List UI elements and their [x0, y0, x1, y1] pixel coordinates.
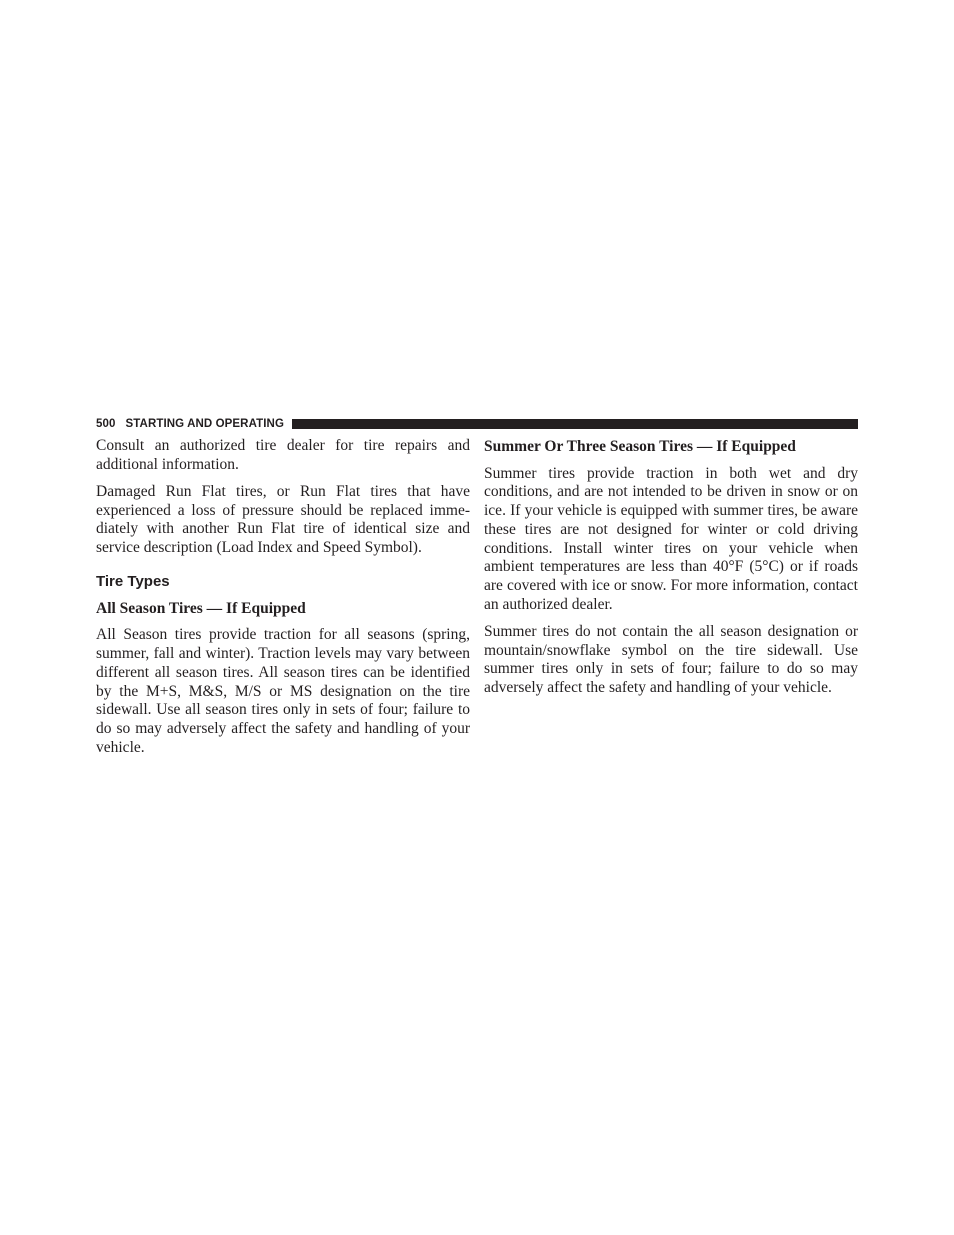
- paragraph-summer-designation: Summer tires do not contain the all season designation or mountain/snowflake symbol on the tire sidewall. Use summer tires only in sets of four; failure to do so may adversely affect the safety and handling of your vehicle.: [484, 622, 858, 696]
- page-number: 500: [96, 418, 116, 430]
- heading-tire-types: Tire Types: [96, 572, 170, 590]
- paragraph-run-flat: Damaged Run Flat tires, or Run Flat tires that have experienced a loss of pressure should be replaced immediately with another Run Flat tire of identical size and service description (Load Index and Speed Symbol).: [96, 482, 470, 557]
- right-column: [484, 437, 858, 706]
- subheading-all-season: All Season Tires — If Equipped: [96, 599, 306, 617]
- subheading-summer: Summer Or Three Season Tires — If Equipped: [484, 438, 796, 455]
- header-rule: [292, 419, 858, 429]
- paragraph-summer-traction: Summer tires provide traction in both wet and dry conditions, and are not intended to be driven in snow or on ice. If your vehicle is equipped with summer tires, be aware these tires are not designed for winter or cold driving conditions. Install winter tires on your vehicle when ambient temperatures are less than 40°F (5°C) or if roads are covered with ice or snow. For more information, contact an authorized dealer.: [484, 464, 858, 613]
- left-column: [96, 437, 470, 766]
- paragraph-all-season: All Season tires provide traction for all seasons (spring, summer, fall and winter). Traction levels may vary between different all season tires. All season tires can be identified by the M+S, M&S, M/S or MS designation on the tire sidewall. Use all season tires only in sets of four; failure to do so may adversely affect the safety and handling of your vehicle.: [96, 626, 470, 756]
- page-header: [96, 417, 858, 431]
- section-title: STARTING AND OPERATING: [125, 418, 285, 430]
- paragraph-consult-dealer: Consult an authorized tire dealer for tire repairs and additional information.: [96, 437, 470, 473]
